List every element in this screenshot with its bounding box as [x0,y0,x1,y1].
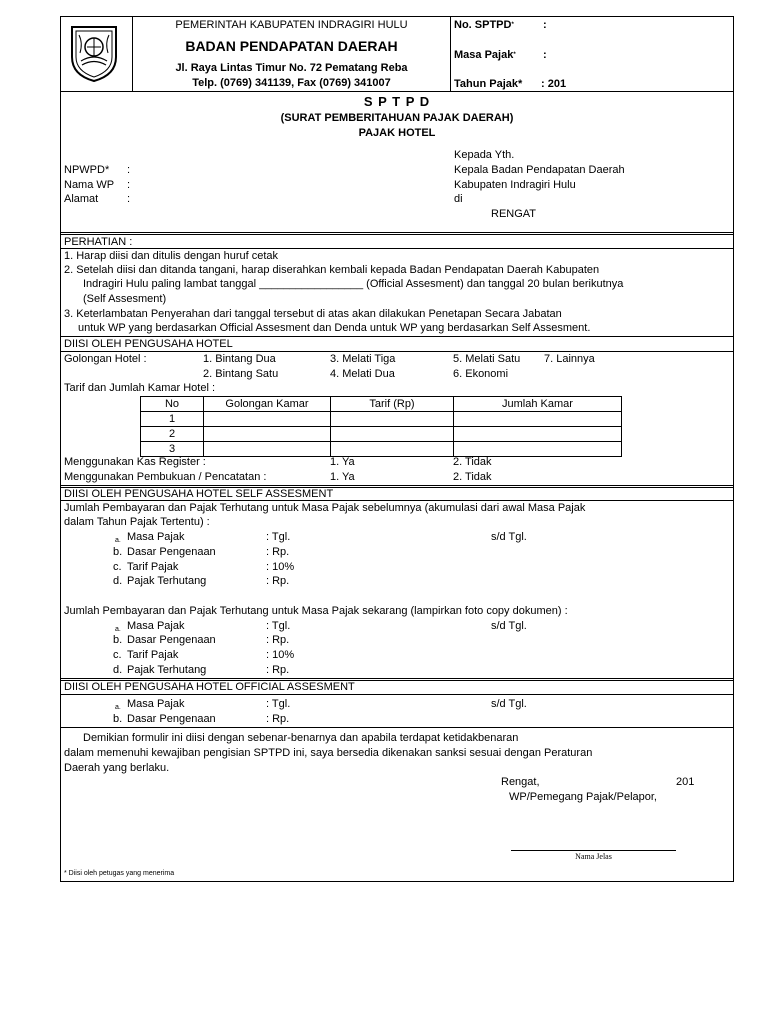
divider [61,678,733,679]
divider [61,232,733,233]
golongan-option[interactable]: 4. Melati Dua [330,368,395,380]
agency-phone: Telp. (0769) 341139, Fax (0769) 341007 [192,77,391,89]
regency-emblem-logo [67,23,121,83]
colon: : [127,179,131,191]
jumlah-kamar-cell[interactable] [454,442,622,457]
official-dasar-value[interactable]: : Rp. [266,713,290,725]
golongan-option[interactable]: 7. Lainnya [544,353,595,365]
kas-register-label: Menggunakan Kas Register : [64,456,206,468]
signature-place: Rengat, [501,776,540,788]
self-prev-masa-label: Masa Pajak [127,531,185,543]
section-title-official: DIISI OLEH PENGUSAHA HOTEL OFFICIAL ASSESMENT [64,681,355,693]
signature-line[interactable] [511,850,676,851]
table-header-row [141,397,622,412]
self-prev-masa-value[interactable]: : Tgl. [266,531,291,543]
self-now-terhutang-value[interactable]: : Rp. [266,664,290,676]
self-intro: Jumlah Pembayaran dan Pajak Terhutang untuk Masa Pajak sebelumnya (akumulasi dari awal Masa Pajak [64,502,586,514]
addressee-city: RENGAT [491,208,537,220]
masa-pajak-label: Masa Pajak* [454,49,516,61]
section-title-self: DIISI OLEH PENGUSAHA HOTEL SELF ASSESMENT [64,488,334,500]
self-intro: dalam Tahun Pajak Tertentu) : [64,516,210,528]
official-masa-label: Masa Pajak [127,698,185,710]
self-now-tarif-label: Tarif Pajak [127,649,179,661]
addressee-line: Kepala Badan Pendapatan Daerah [454,164,625,176]
golongan-option[interactable]: 3. Melati Tiga [330,353,396,365]
alamat-label: Alamat [64,193,99,205]
colon: : [127,164,131,176]
item-letter: b. [113,546,123,558]
sptpd-form [60,16,734,882]
self-prev-tarif-label: Tarif Pajak [127,561,179,573]
kas-tidak-option[interactable]: 2. Tidak [453,456,492,468]
self-now-masa-value[interactable]: : Tgl. [266,620,291,632]
self-now-terhutang-label: Pajak Terhutang [127,664,207,676]
divider [61,694,733,695]
agency-address: Jl. Raya Lintas Timur No. 72 Pematang Reba [175,62,408,74]
perhatian-line: 3. Keterlambatan Penyerahan dari tanggal tersebut di atas akan dilakukan Penetapan Secara Jabatan [64,308,562,320]
divider [61,485,733,486]
official-sd[interactable]: s/d Tgl. [491,698,527,710]
divider [61,336,733,337]
colon: : [127,193,131,205]
divider [61,91,733,92]
divider [61,351,733,352]
self-now-dasar-value[interactable]: : Rp. [266,634,290,646]
golongan-kamar-cell[interactable] [204,442,331,457]
addressee-line: Kepada Yth. [454,149,515,161]
golongan-option[interactable]: 5. Melati Satu [453,353,521,365]
tarif-cell[interactable] [331,442,454,457]
golongan-option[interactable]: 6. Ekonomi [453,368,509,380]
perhatian-line: 2. Setelah diisi dan ditanda tangani, harap diserahkan kembali kepada Badan Pendapatan Daerah Kabupaten [64,264,600,276]
nama-jelas-label: Nama Jelas [575,852,612,861]
table-row [141,427,622,442]
declaration-line: dalam memenuhi kewajiban pengisian SPTPD ini, saya bersedia dikenakan sanksi sesuai dengan Peraturan [64,747,593,759]
footnote: * Diisi oleh petugas yang menerima [64,870,175,877]
colon: : [543,49,547,61]
kamar-table [140,396,622,457]
divider [450,17,451,91]
self-now-dasar-label: Dasar Pengenaan [127,634,216,646]
addressee-line: di [454,193,463,205]
tahun-pajak-label: Tahun Pajak* [454,78,523,90]
self-prev-terhutang-label: Pajak Terhutang [127,575,207,587]
divider [61,234,733,235]
agency-name: BADAN PENDAPATAN DAERAH [185,38,398,54]
self-prev-dasar-value[interactable]: : Rp. [266,546,290,558]
item-letter: a. [115,626,121,633]
jumlah-kamar-cell[interactable] [454,427,622,442]
self-prev-sd[interactable]: s/d Tgl. [491,531,527,543]
item-letter: d. [113,664,123,676]
golongan-option[interactable]: 1. Bintang Dua [203,353,276,365]
golongan-hotel-label: Golongan Hotel : [64,353,147,365]
signature-role: WP/Pemegang Pajak/Pelapor, [509,791,657,803]
tarif-cell[interactable] [331,412,454,427]
row-number: 2 [141,427,204,442]
perhatian-line: 1. Harap diisi dan ditulis dengan huruf cetak [64,250,279,262]
no-sptpd-label: No. SPTPD* [454,19,514,31]
pembukuan-ya-option[interactable]: 1. Ya [330,471,355,483]
column-header: No [141,397,204,412]
perhatian-title: PERHATIAN : [64,236,133,248]
form-title: S P T P D [363,94,431,109]
golongan-kamar-cell[interactable] [204,412,331,427]
colon: : [543,19,547,31]
item-letter: a. [115,704,121,711]
addressee-line: Kabupaten Indragiri Hulu [454,179,576,191]
form-subtitle: (SURAT PEMBERITAHUAN PAJAK DAERAH) [280,112,514,124]
self-prev-terhutang-value[interactable]: : Rp. [266,575,290,587]
nama-wp-label: Nama WP [64,179,115,191]
column-header: Golongan Kamar [204,397,331,412]
pembukuan-tidak-option[interactable]: 2. Tidak [453,471,492,483]
perhatian-line: (Self Assesment) [83,293,167,305]
self-prev-tarif-value: : 10% [266,561,295,573]
npwpd-label: NPWPD* [64,164,110,176]
item-letter: b. [113,634,123,646]
official-dasar-label: Dasar Pengenaan [127,713,216,725]
divider [61,500,733,501]
form-type: PAJAK HOTEL [358,127,436,139]
self-now-sd[interactable]: s/d Tgl. [491,620,527,632]
row-number: 1 [141,412,204,427]
self-now-masa-label: Masa Pajak [127,620,185,632]
row-number: 3 [141,442,204,457]
item-letter: c. [113,649,122,661]
item-letter: a. [115,537,121,544]
signature-year: 201 [676,776,695,788]
divider [61,727,733,728]
item-letter: d. [113,575,123,587]
official-masa-value[interactable]: : Tgl. [266,698,291,710]
perhatian-line: Indragiri Hulu paling lambat tanggal _________________ (Official Assesment) dan tanggal 20 bulan berikutnya [83,278,624,290]
self-prev-dasar-label: Dasar Pengenaan [127,546,216,558]
table-row [141,442,622,457]
divider [61,248,733,249]
table-row [141,412,622,427]
jumlah-kamar-cell[interactable] [454,412,622,427]
tarif-cell[interactable] [331,427,454,442]
item-letter: c. [113,561,122,573]
tahun-pajak-value: : 201 [541,78,567,90]
declaration-line: Demikian formulir ini diisi dengan sebenar-benarnya dan apabila terdapat ketidakbenaran [83,732,519,744]
item-letter: b. [113,713,123,725]
self-intro: Jumlah Pembayaran dan Pajak Terhutang untuk Masa Pajak sekarang (lampirkan foto copy dokumen) : [64,605,568,617]
self-now-tarif-value: : 10% [266,649,295,661]
golongan-kamar-cell[interactable] [204,427,331,442]
kas-ya-option[interactable]: 1. Ya [330,456,355,468]
section-title-pengusaha: DIISI OLEH PENGUSAHA HOTEL [64,338,233,350]
government-name: PEMERINTAH KABUPATEN INDRAGIRI HULU [175,19,408,31]
pembukuan-label: Menggunakan Pembukuan / Pencatatan : [64,471,267,483]
column-header: Tarif (Rp) [331,397,454,412]
column-header: Jumlah Kamar [454,397,622,412]
tarif-kamar-label: Tarif dan Jumlah Kamar Hotel : [64,382,216,394]
perhatian-line: untuk WP yang berdasarkan Official Assesment dan Denda untuk WP yang berdasarkan Self Assesment. [78,322,591,334]
declaration-line: Daerah yang berlaku. [64,762,170,774]
golongan-option[interactable]: 2. Bintang Satu [203,368,279,380]
